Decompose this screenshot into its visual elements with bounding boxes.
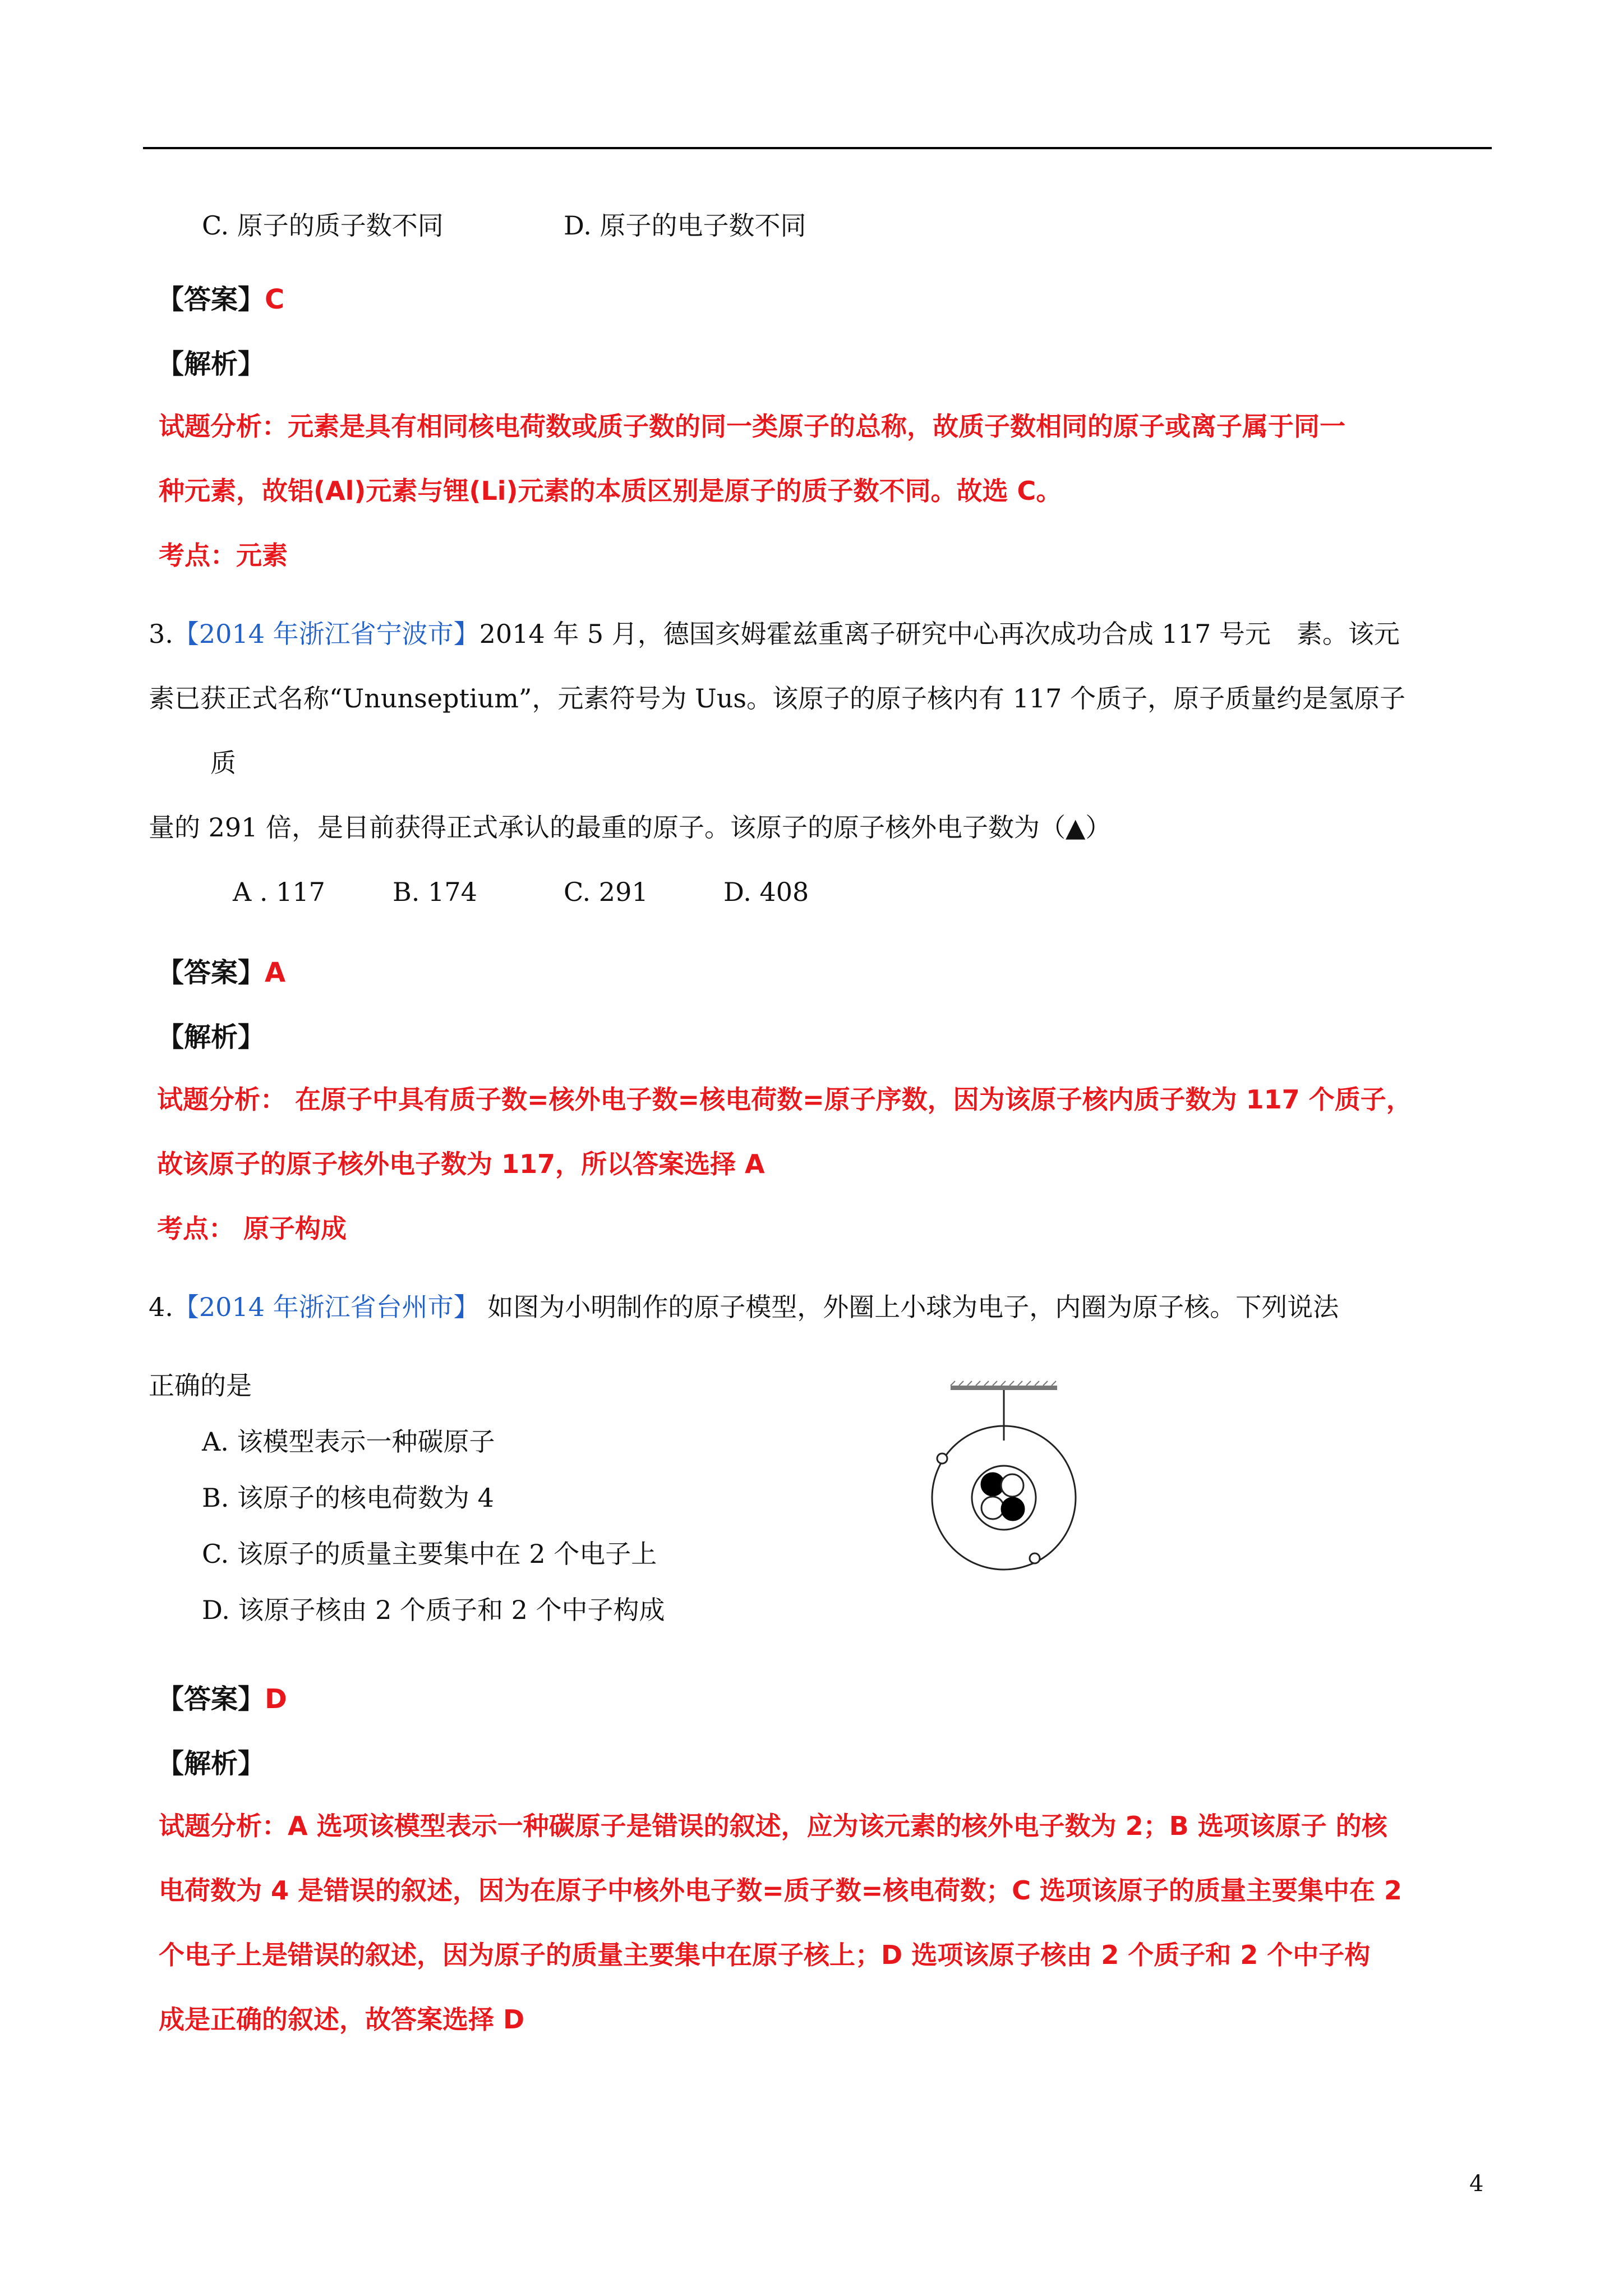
header-rule (143, 147, 1492, 149)
q4-analysis-line3: 个电子上是错误的叙述，因为原子的质量主要集中在原子核上；D 选项该原子核由 2 个质子和 2 个中子构 (159, 1940, 1371, 1970)
answer-label: 【答案】 (157, 284, 265, 315)
q3-text: 2014 年 5 月，德国亥姆霍兹重离子研究中心再次成功合成 117 号元 素。该元 (479, 619, 1400, 649)
q2-kaodian: 考点：元素 (159, 540, 288, 570)
atom-model-figure (920, 1380, 1088, 1571)
q4-analysis-label: 【解析】 (157, 1748, 265, 1779)
q3-analysis-line1: 试题分析： 在原子中具有质子数=核外电子数=核电荷数=原子序数，因为该原子核内质子数为 117 个质子， (157, 1084, 1412, 1115)
answer-value: C (265, 284, 285, 315)
q3-option-b: B. 174 (393, 877, 477, 907)
q4-option-c: C. 该原子的质量主要集中在 2 个电子上 (202, 1539, 657, 1569)
q4-text: 如图为小明制作的原子模型，外圈上小球为电子，内圈为原子核。下列说法 (479, 1292, 1339, 1322)
answer-value: D (265, 1683, 287, 1715)
q2-analysis-line2: 种元素，故铝(Al)元素与锂(Li)元素的本质区别是原子的质子数不同。故选 C。 (159, 476, 1062, 506)
q4-analysis-line2: 电荷数为 4 是错误的叙述，因为在原子中核外电子数=质子数=核电荷数；C 选项该原子的质量主要集中在 2 (159, 1875, 1402, 1906)
q3-option-d: D. 408 (723, 877, 809, 907)
nucleus-particle-light (981, 1497, 1004, 1519)
answer-value: A (265, 957, 286, 988)
q2-analysis-line1: 试题分析：元素是具有相同核电荷数或质子数的同一类原子的总称，故质子数相同的原子或离子属于同一 (159, 411, 1345, 441)
q3-option-c: C. 291 (564, 877, 648, 907)
q4-source: 【2014 年浙江省台州市】 (173, 1292, 479, 1322)
q3-kaodian: 考点： 原子构成 (157, 1213, 347, 1244)
q4-answer (157, 1677, 287, 1716)
q3-line3: 质 (210, 748, 236, 778)
ceiling-mount (951, 1381, 1057, 1390)
q2-answer (157, 278, 284, 316)
q3-line2: 素已获正式名称“Ununseptium”，元素符号为 Uus。该原子的原子核内有 117 个质子，原子质量约是氢原子 (149, 683, 1406, 714)
q3-analysis-label: 【解析】 (157, 1022, 265, 1053)
q4-option-a: A. 该模型表示一种碳原子 (202, 1427, 495, 1457)
answer-label: 【答案】 (157, 957, 265, 988)
q3-option-a: A . 117 (233, 877, 325, 907)
page-number: 4 (1469, 2171, 1484, 2197)
inner-shell (972, 1466, 1036, 1530)
answer-label: 【答案】 (157, 1683, 265, 1715)
q4-analysis-line4: 成是正确的叙述，故答案选择 D (159, 2004, 525, 2035)
nucleus-particle-light (1001, 1474, 1023, 1497)
q4-option-d: D. 该原子核由 2 个质子和 2 个中子构成 (202, 1595, 665, 1625)
q3-line1 (149, 617, 1400, 651)
q3-source: 【2014 年浙江省宁波市】 (173, 619, 479, 649)
q2-option-d: D. 原子的电子数不同 (564, 210, 806, 241)
outer-shell (932, 1426, 1076, 1570)
nucleus-particle-dark (1002, 1498, 1024, 1520)
q4-line2: 正确的是 (149, 1370, 252, 1401)
q2-option-c: C. 原子的质子数不同 (202, 210, 444, 241)
q2-analysis-label: 【解析】 (157, 348, 265, 380)
q4-line1 (149, 1290, 1339, 1324)
q4-analysis-line1: 试题分析：A 选项该模型表示一种碳原子是错误的叙述，应为该元素的核外电子数为 2；B 选项该原子 的核 (159, 1811, 1387, 1841)
q3-line4: 量的 291 倍，是目前获得正式承认的最重的原子。该原子的原子核外电子数为（▲） (149, 812, 1112, 843)
q4-option-b: B. 该原子的核电荷数为 4 (202, 1483, 494, 1513)
electron (1030, 1553, 1040, 1563)
q3-analysis-line2: 故该原子的原子核外电子数为 117，所以答案选择 A (157, 1149, 765, 1179)
q4-number: 4. (149, 1292, 173, 1322)
q3-answer (157, 951, 285, 990)
q3-number: 3. (149, 619, 173, 649)
electron (937, 1453, 947, 1464)
